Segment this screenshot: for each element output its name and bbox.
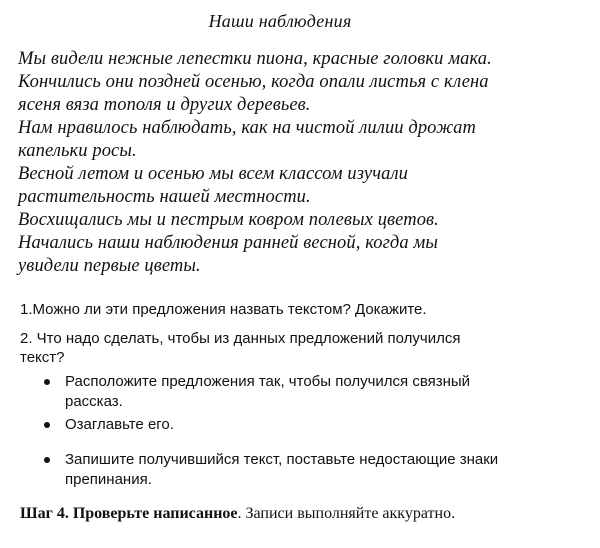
- story-line: Нам нравилось наблюдать, как на чистой лилии дрожат: [18, 118, 476, 138]
- worksheet-title: Наши наблюдения: [208, 11, 352, 31]
- story-line: Начались наши наблюдения ранней весной, когда мы: [18, 233, 438, 253]
- observation-story: [18, 48, 588, 278]
- story-line: Мы видели нежные лепестки пиона, красные головки мака.: [18, 49, 492, 69]
- bullet-text: [65, 450, 498, 490]
- story-line: капельки росы.: [18, 141, 137, 161]
- question-2: [20, 329, 460, 367]
- question-2-line: текст?: [20, 349, 65, 366]
- story-line: растительность нашей местности.: [18, 187, 311, 207]
- story-line: ясеня вяза тополя и других деревьев.: [18, 95, 311, 115]
- step-4-instruction: [20, 503, 455, 525]
- story-line: Кончились они поздней осенью, когда опали листья с клена: [18, 72, 489, 92]
- story-line: Восхищались мы и пестрым ковром полевых цветов.: [18, 210, 439, 230]
- step-4-text: . Записи выполняйте аккуратно.: [237, 505, 456, 522]
- question-1: 1.Можно ли эти предложения назвать текстом? Докажите.: [20, 301, 427, 318]
- bullet-text: [65, 372, 470, 412]
- bullet-line: Озаглавьте его.: [65, 416, 174, 433]
- step-4-heading: Шаг 4. Проверьте написанное: [20, 505, 238, 522]
- bullet-dot-icon: [44, 379, 50, 385]
- bullet-line: препинания.: [65, 471, 152, 488]
- bullet-dot-icon: [44, 422, 50, 428]
- story-line: увидели первые цветы.: [18, 256, 201, 276]
- bullet-text: [65, 415, 174, 435]
- bullet-line: рассказ.: [65, 393, 123, 410]
- bullet-line: Запишите получившийся текст, поставьте недостающие знаки: [65, 451, 499, 468]
- question-2-line: 2. Что надо сделать, чтобы из данных предложений получился: [20, 330, 461, 347]
- bullet-dot-icon: [44, 457, 50, 463]
- story-line: Весной летом и осенью мы всем классом изучали: [18, 164, 409, 184]
- bullet-line: Расположите предложения так, чтобы получился связный: [65, 373, 471, 390]
